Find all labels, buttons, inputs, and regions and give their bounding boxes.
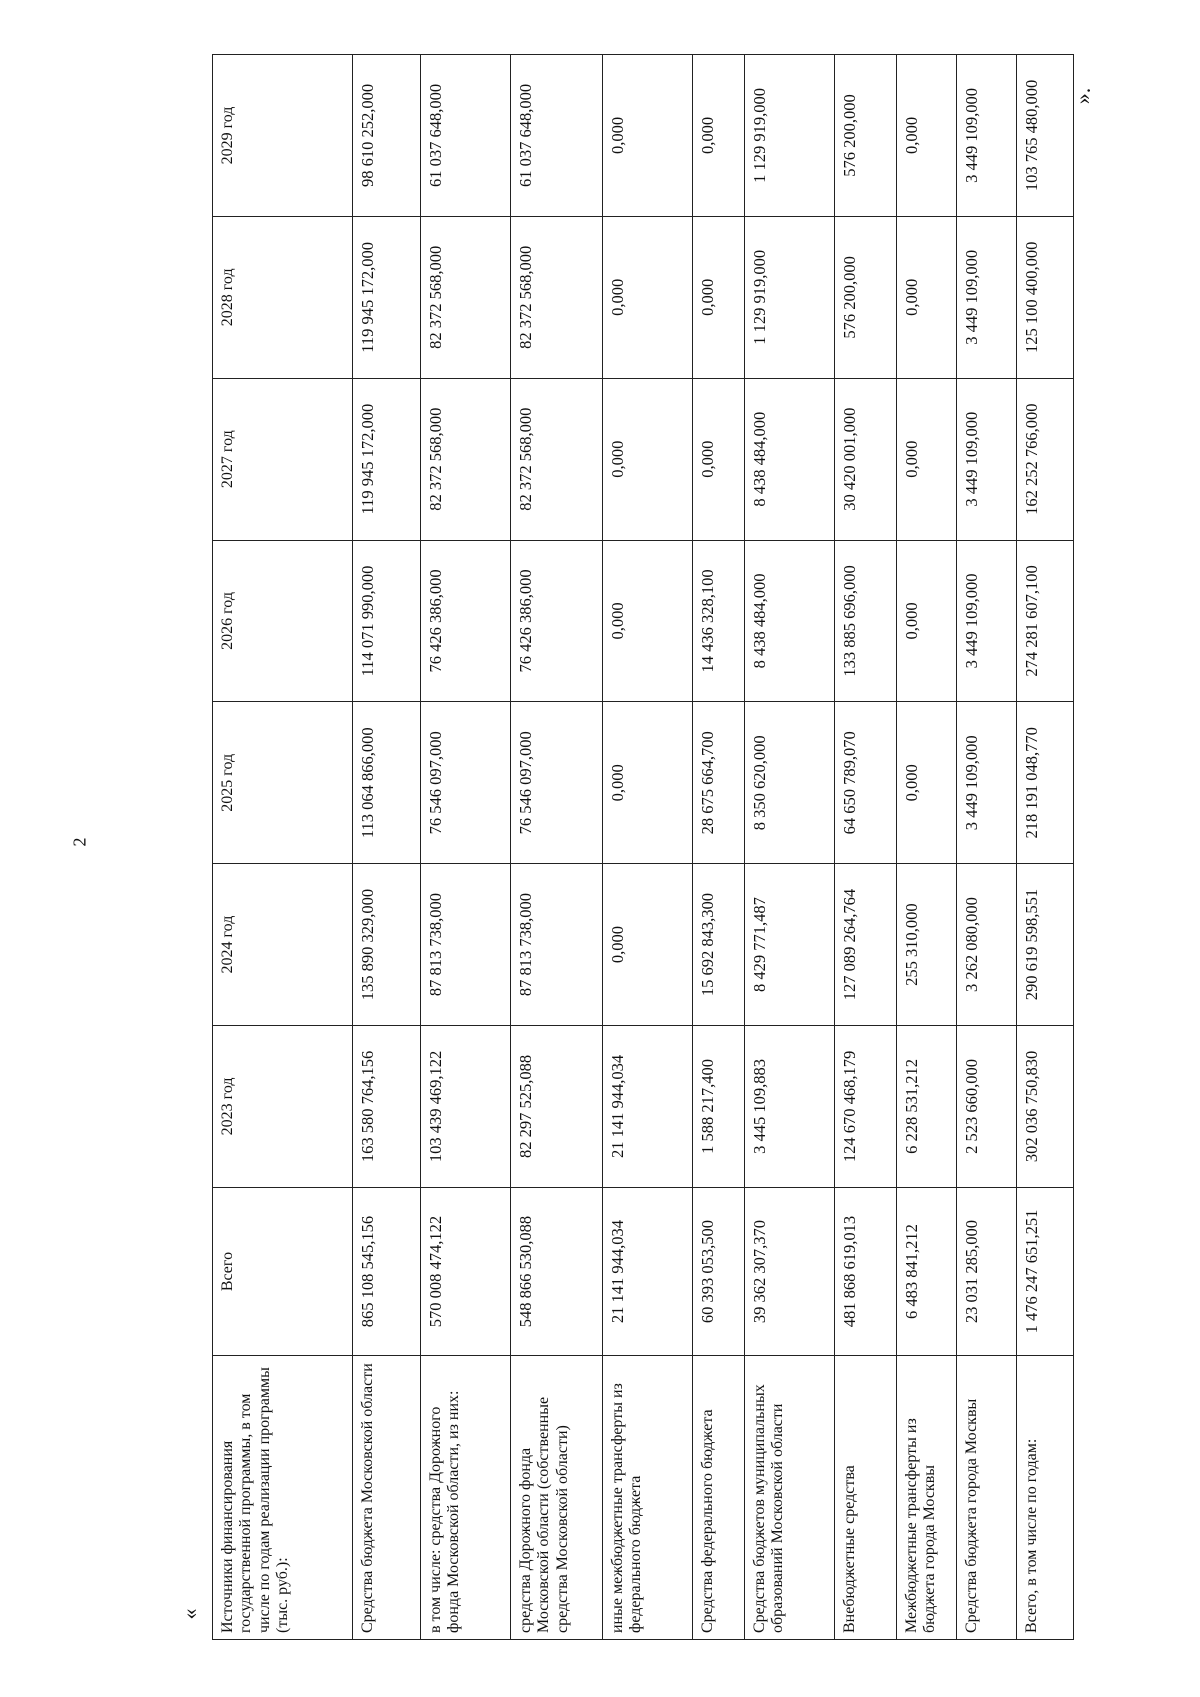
value-cell: 103 765 480,000	[1017, 55, 1074, 217]
row-label-cell: Внебюджетные средства	[835, 1356, 897, 1640]
header-column-2027: 2027 год	[213, 378, 353, 540]
value-cell: 0,000	[603, 702, 693, 864]
row-label-cell: Средства федерального бюджета	[693, 1356, 745, 1640]
value-cell: 576 200,000	[835, 55, 897, 217]
header-column-2026: 2026 год	[213, 540, 353, 702]
value-cell: 162 252 766,000	[1017, 378, 1074, 540]
value-cell: 76 546 097,000	[421, 702, 511, 864]
value-cell: 570 008 474,122	[421, 1187, 511, 1355]
value-cell: 548 866 530,088	[511, 1187, 603, 1355]
value-cell: 3 449 109,000	[957, 378, 1017, 540]
value-cell: 290 619 598,551	[1017, 864, 1074, 1026]
value-cell: 1 476 247 651,251	[1017, 1187, 1074, 1355]
table-row	[957, 55, 1017, 1640]
table-row	[693, 55, 745, 1640]
value-cell: 0,000	[693, 216, 745, 378]
value-cell: 103 439 469,122	[421, 1025, 511, 1187]
value-cell: 3 449 109,000	[957, 702, 1017, 864]
value-cell: 255 310,000	[897, 864, 957, 1026]
value-cell: 3 449 109,000	[957, 216, 1017, 378]
value-cell: 30 420 001,000	[835, 378, 897, 540]
value-cell: 82 372 568,000	[511, 378, 603, 540]
value-cell: 3 449 109,000	[957, 55, 1017, 217]
value-cell: 14 436 328,100	[693, 540, 745, 702]
value-cell: 76 426 386,000	[421, 540, 511, 702]
value-cell: 274 281 607,100	[1017, 540, 1074, 702]
value-cell: 0,000	[603, 540, 693, 702]
value-cell: 0,000	[603, 864, 693, 1026]
value-cell: 0,000	[897, 540, 957, 702]
value-cell: 0,000	[693, 55, 745, 217]
value-cell: 0,000	[897, 378, 957, 540]
value-cell: 82 372 568,000	[421, 216, 511, 378]
value-cell: 1 129 919,000	[745, 55, 835, 217]
value-cell: 218 191 048,770	[1017, 702, 1074, 864]
value-cell: 8 429 771,487	[745, 864, 835, 1026]
value-cell: 163 580 764,156	[353, 1025, 421, 1187]
value-cell: 8 438 484,000	[745, 378, 835, 540]
value-cell: 0,000	[693, 378, 745, 540]
value-cell: 481 868 619,013	[835, 1187, 897, 1355]
value-cell: 119 945 172,000	[353, 216, 421, 378]
value-cell: 64 650 789,070	[835, 702, 897, 864]
value-cell: 0,000	[603, 378, 693, 540]
value-cell: 15 692 843,300	[693, 864, 745, 1026]
row-label-cell: Средства бюджетов муниципальных образований Московской области	[745, 1356, 835, 1640]
value-cell: 98 610 252,000	[353, 55, 421, 217]
header-column-2025: 2025 год	[213, 702, 353, 864]
row-label-cell: Всего, в том числе по годам:	[1017, 1356, 1074, 1640]
header-column-2029: 2029 год	[213, 55, 353, 217]
value-cell: 865 108 545,156	[353, 1187, 421, 1355]
row-label-cell: Средства бюджета города Москвы	[957, 1356, 1017, 1640]
value-cell: 119 945 172,000	[353, 378, 421, 540]
table-row	[421, 55, 511, 1640]
value-cell: 0,000	[897, 55, 957, 217]
table-row	[353, 55, 421, 1640]
table-row	[1017, 55, 1074, 1640]
table-row	[835, 55, 897, 1640]
value-cell: 114 071 990,000	[353, 540, 421, 702]
value-cell: 3 262 080,000	[957, 864, 1017, 1026]
value-cell: 8 350 620,000	[745, 702, 835, 864]
value-cell: 82 297 525,088	[511, 1025, 603, 1187]
header-column-2023: 2023 год	[213, 1025, 353, 1187]
value-cell: 87 813 738,000	[421, 864, 511, 1026]
value-cell: 127 089 264,764	[835, 864, 897, 1026]
header-column-2028: 2028 год	[213, 216, 353, 378]
header-column-2024: 2024 год	[213, 864, 353, 1026]
value-cell: 61 037 648,000	[421, 55, 511, 217]
table-row	[511, 55, 603, 1640]
header-column-total: Всего	[213, 1187, 353, 1355]
row-label-cell: в том числе: средства Дорожного фонда Московской области, из них:	[421, 1356, 511, 1640]
table-row	[745, 55, 835, 1640]
value-cell: 6 228 531,212	[897, 1025, 957, 1187]
value-cell: 3 449 109,000	[957, 540, 1017, 702]
value-cell: 124 670 468,179	[835, 1025, 897, 1187]
header-label-cell: Источники финансирования государственной программы, в том числе по годам реализации программы (тыс. руб.):	[213, 1356, 353, 1640]
value-cell: 0,000	[603, 55, 693, 217]
value-cell: 21 141 944,034	[603, 1025, 693, 1187]
value-cell: 82 372 568,000	[421, 378, 511, 540]
value-cell: 28 675 664,700	[693, 702, 745, 864]
table-row	[603, 55, 693, 1640]
table-body	[213, 55, 1074, 1640]
value-cell: 76 426 386,000	[511, 540, 603, 702]
table-header-row	[213, 55, 353, 1640]
row-label-cell: иные межбюджетные трансферты из федерального бюджета	[603, 1356, 693, 1640]
page-number: 2	[69, 837, 90, 847]
value-cell: 76 546 097,000	[511, 702, 603, 864]
value-cell: 8 438 484,000	[745, 540, 835, 702]
value-cell: 0,000	[897, 216, 957, 378]
value-cell: 1 129 919,000	[745, 216, 835, 378]
row-label-cell: средства Дорожного фонда Московской области (собственные средства Московской области)	[511, 1356, 603, 1640]
table-row	[897, 55, 957, 1640]
value-cell: 61 037 648,000	[511, 55, 603, 217]
value-cell: 21 141 944,034	[603, 1187, 693, 1355]
value-cell: 1 588 217,400	[693, 1025, 745, 1187]
value-cell: 302 036 750,830	[1017, 1025, 1074, 1187]
value-cell: 39 362 307,370	[745, 1187, 835, 1355]
value-cell: 0,000	[897, 702, 957, 864]
row-label-cell: Средства бюджета Московской области	[353, 1356, 421, 1640]
value-cell: 113 064 866,000	[353, 702, 421, 864]
value-cell: 135 890 329,000	[353, 864, 421, 1026]
value-cell: 3 445 109,883	[745, 1025, 835, 1187]
value-cell: 576 200,000	[835, 216, 897, 378]
value-cell: 133 885 696,000	[835, 540, 897, 702]
value-cell: 23 031 285,000	[957, 1187, 1017, 1355]
value-cell: 60 393 053,500	[693, 1187, 745, 1355]
value-cell: 6 483 841,212	[897, 1187, 957, 1355]
value-cell: 87 813 738,000	[511, 864, 603, 1026]
financing-table-container	[212, 54, 1069, 1640]
value-cell: 2 523 660,000	[957, 1025, 1017, 1187]
closing-quote-mark: ».	[1070, 87, 1095, 105]
value-cell: 0,000	[603, 216, 693, 378]
row-label-cell: Межбюджетные трансферты из бюджета города Москвы	[897, 1356, 957, 1640]
financing-sources-table	[212, 54, 1074, 1640]
value-cell: 125 100 400,000	[1017, 216, 1074, 378]
opening-quote-mark: «	[177, 1608, 202, 1620]
value-cell: 82 372 568,000	[511, 216, 603, 378]
